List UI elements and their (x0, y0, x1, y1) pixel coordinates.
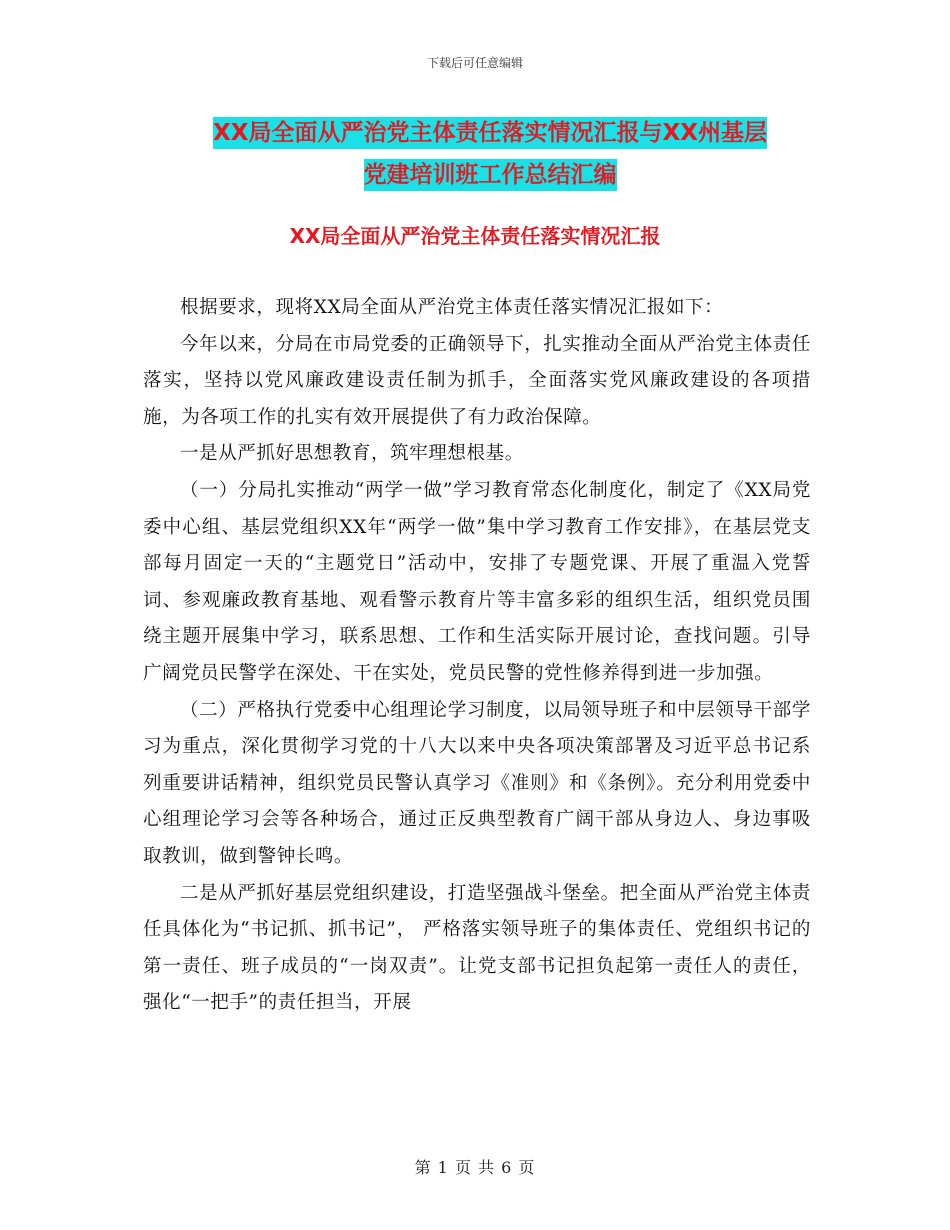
document-title (140, 112, 840, 196)
paragraph-overview: 今年以来，分局在市局党委的正确领导下，扎实推动全面从严治党主体责任落实，坚持以党风廉政建设责任制为抓手，全面落实党风廉政建设的各项措施，为各项工作的扎实有效开展提供了有力政治保障。 (143, 333, 811, 428)
paragraph-point-two: 二是从严抓好基层党组织建设，打造坚强战斗堡垒。把全面从严治党主体责任具体化为“书记抓、抓书记”， 严格落实领导班子的集体责任、党组织书记的第一责任、班子成员的“一岗双责”。让党支部书记担负起第一责任人的责任，强化“一把手”的责任担当，开展 (143, 882, 811, 1014)
paragraph-subpoint-2: （二）严格执行党委中心组理论学习制度，以局领导班子和中层领导干部学习为重点，深化贯彻学习党的十八大以来中央各项决策部署及习近平总书记系列重要讲话精神，组织党员民警认真学习《准则》和《条例》。充分利用党委中心组理论学习会等各种场合，通过正反典型教育广阔干部从身边人、身边事吸取教训，做到警钟长鸣。 (143, 699, 811, 867)
document-body (143, 290, 811, 1022)
document-title-line-1: XX局全面从严治党主体责任落实情况汇报与XX州基层 (213, 117, 767, 149)
page-header-note: 下载后可任意编辑 (426, 56, 523, 70)
paragraph-point-one-heading: 一是从严抓好思想教育，筑牢理想根基。 (180, 443, 524, 465)
paragraph-subpoint-1: （一）分局扎实推动“两学一做”学习教育常态化制度化，制定了《XX局党委中心组、基层党组织XX年“两学一做”集中学习教育工作安排》，在基层党支部每月固定一天的“主题党日”活动中，安排了专题党课、开展了重温入党誓词、参观廉政教育基地、观看警示教育片等丰富多彩的组织生活，组织党员围绕主题开展集中学习，联系思想、工作和生活实际开展讨论，查找问题。引导广阔党员民警学在深处、干在实处，党员民警的党性修养得到进一步加强。 (143, 479, 811, 684)
section-title: XX局全面从严治党主体责任落实情况汇报 (289, 224, 661, 248)
paragraph-intro: 根据要求，现将XX局全面从严治党主体责任落实情况汇报如下： (180, 297, 724, 318)
document-title-line-2: 党建培训班工作总结汇编 (364, 159, 617, 191)
page-number-footer: 第 1 页 共 6 页 (414, 1158, 536, 1177)
